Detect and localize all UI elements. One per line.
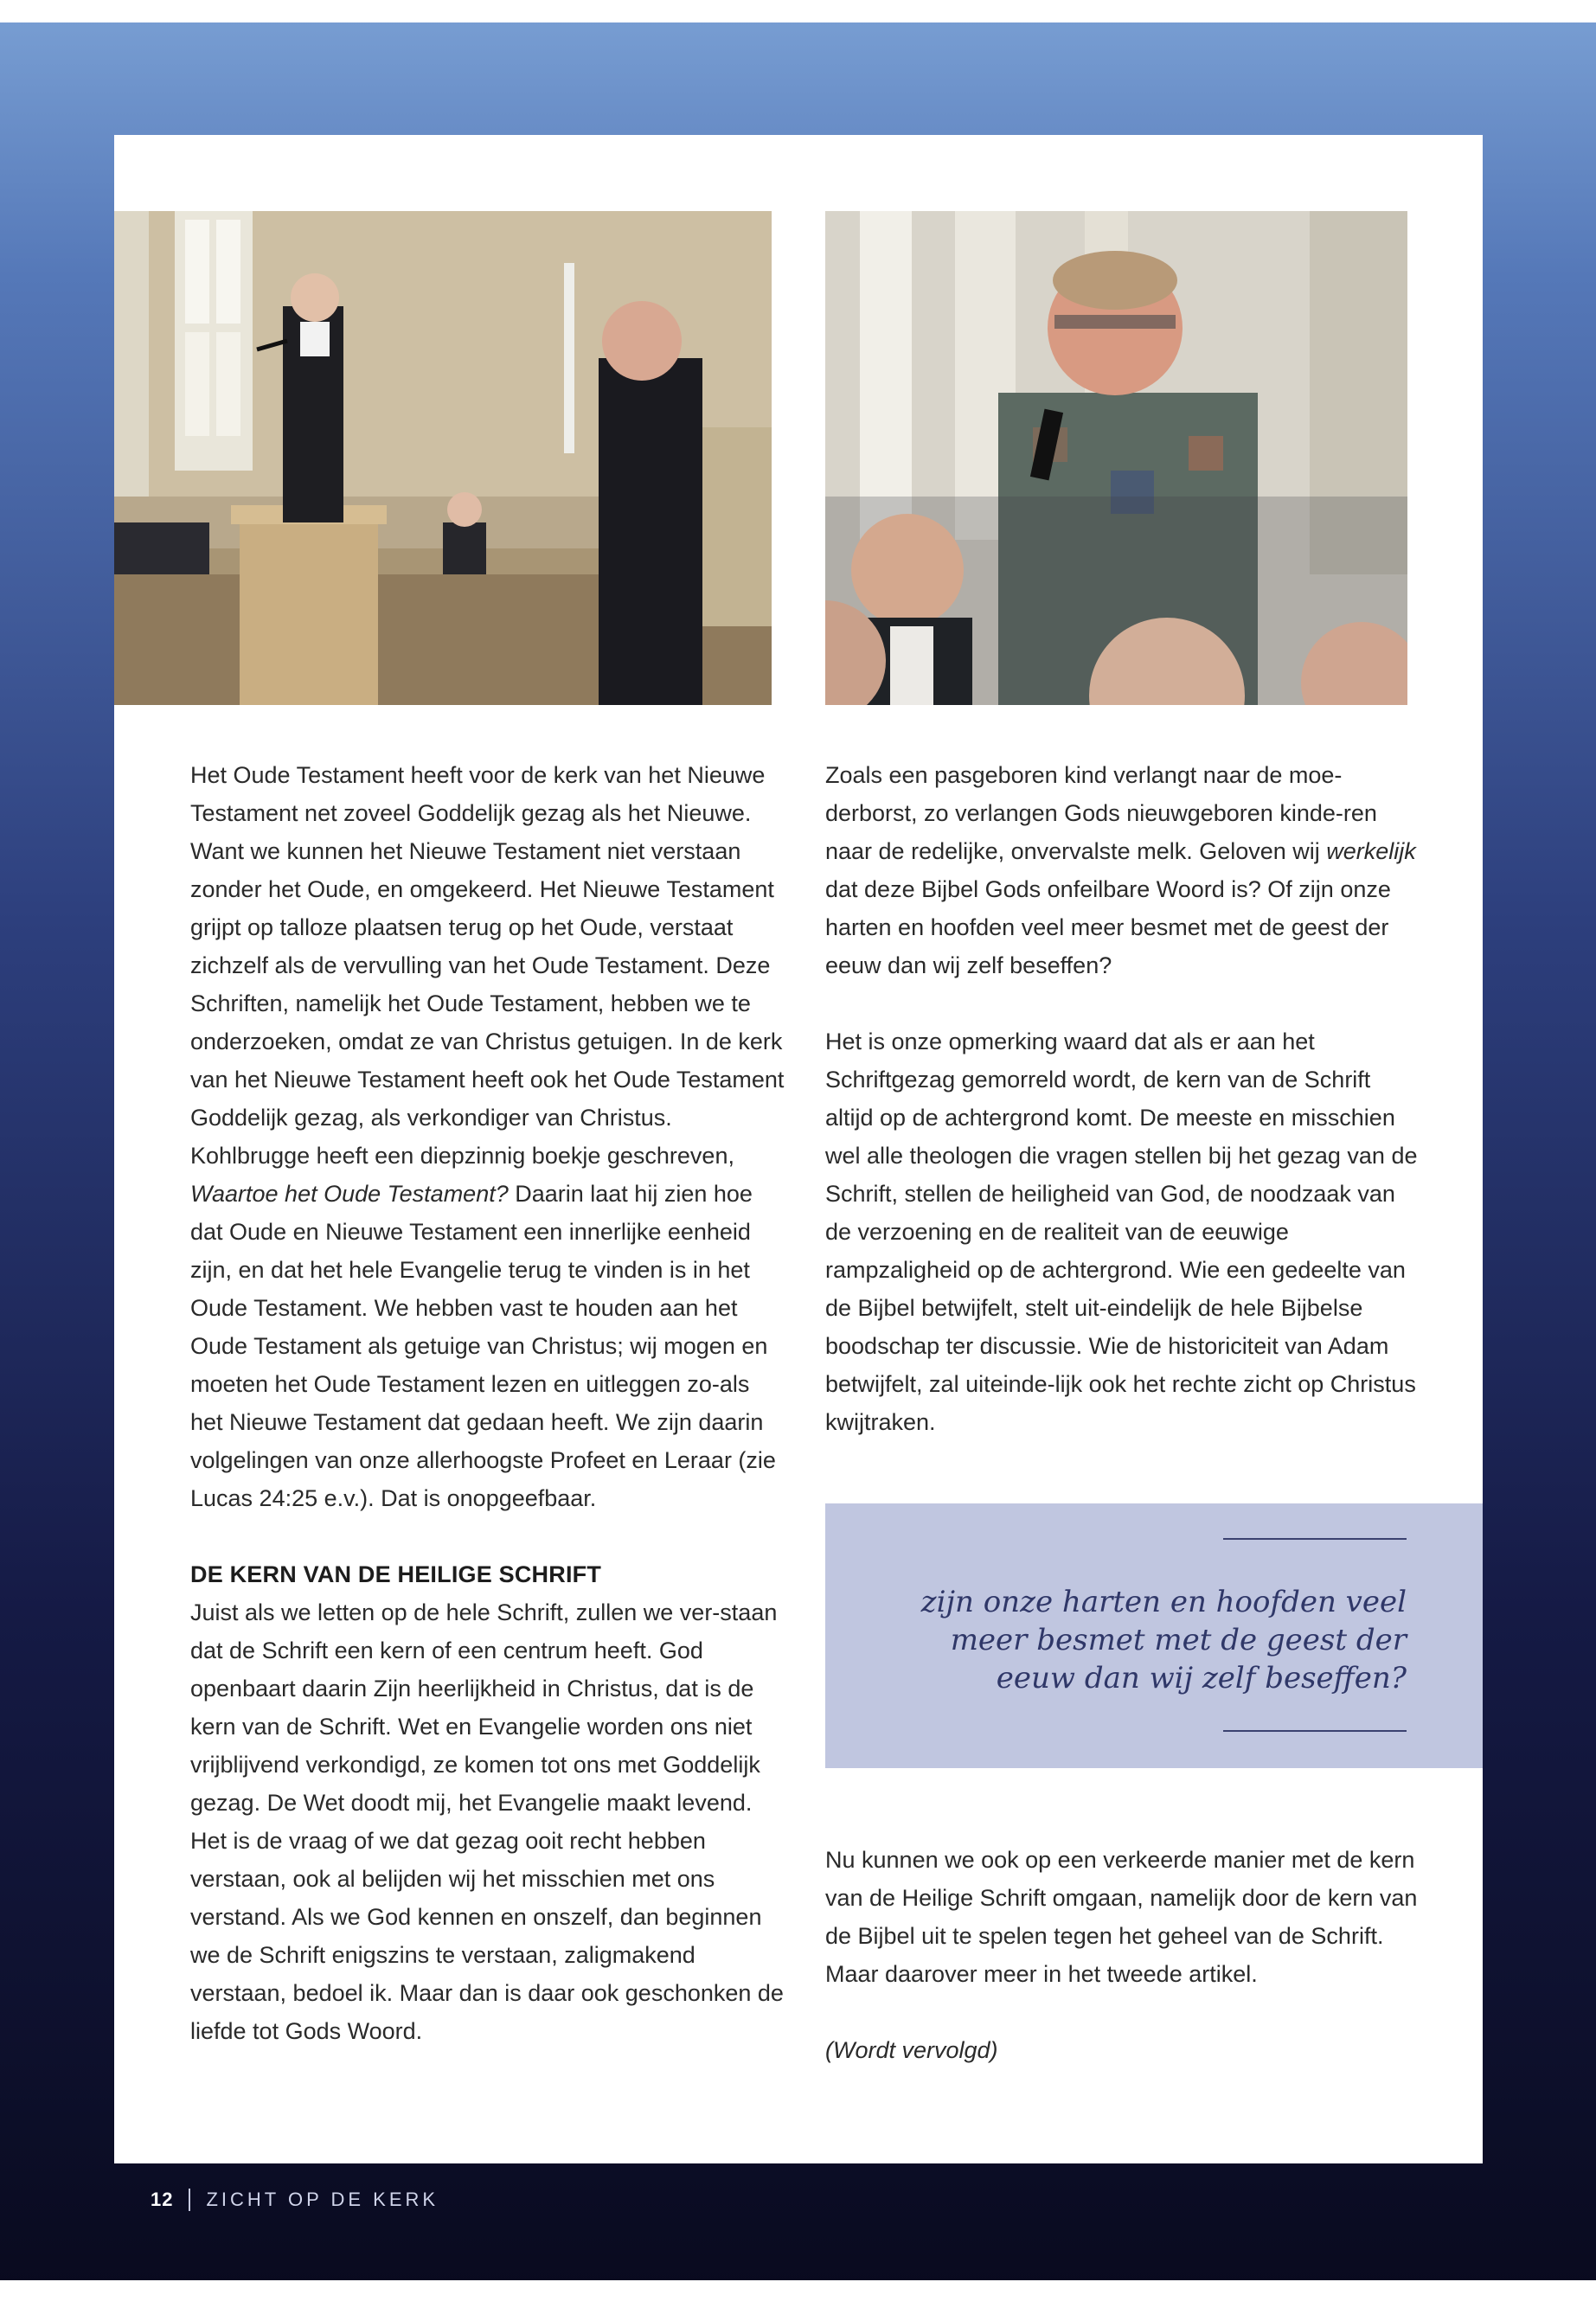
pull-quote-rule-bottom (1223, 1730, 1407, 1732)
left-text-column (190, 756, 787, 2050)
right-text-column (825, 756, 1422, 1441)
pull-quote-text: zijn onze harten en hoofden veel meer besmet met de geest der eeuw dan wij zelf beseffen? (920, 1585, 1407, 1695)
book-title: Waartoe het Oude Testament? (190, 1181, 509, 1207)
bottom-border (0, 2280, 1596, 2301)
right-paragraph-2: Het is onze opmerking waard dat als er aan het Schriftgezag gemorreld wordt, de kern van de Schrift altijd op de achtergrond komt. De meeste en misschien wel alle theologen die vragen stellen bij het gezag van de Schrift, stellen de heiligheid van God, de noodzaak van de verzoening en de realiteit van de eeuwige rampzaligheid op de achtergrond. Wie een gedeelte van de Bijbel betwijfelt, stelt uit-eindelijk de hele Bijbelse boodschap ter discussie. Wie de historiciteit van Adam betwijfelt, zal uiteinde-lijk ook het rechte zicht op Christus kwijtraken. (825, 1029, 1418, 1435)
pull-quote-box (825, 1503, 1483, 1768)
left-paragraph-2: Juist als we letten op de hele Schrift, zullen we ver-staan dat de Schrift een kern of een centrum heeft. God openbaart daarin Zijn heerlijkheid in Christus, dat is de kern van de Schrift. Wet en Evangelie worden ons niet vrijblijvend verkondigd, ze komen tot ons met Goddelijk gezag. De Wet doodt mij, het Evangelie maakt levend. Het is de vraag of we dat gezag ooit recht hebben verstaan, ook al belijden wij het misschien met ons verstand. Als we God kennen en onszelf, dan beginnen we de Schrift enigszins te verstaan, zaligmakend verstaan, bedoel ik. Maar dan is daar ook geschonken de liefde tot Gods Woord. (190, 1599, 784, 2044)
page-footer (151, 2189, 439, 2211)
magazine-name: ZICHT OP DE KERK (206, 2189, 439, 2210)
left-paragraph-1: Het Oude Testament heeft voor de kerk van het Nieuwe Testament net zoveel Goddelijk gezag als het Nieuwe. Want we kunnen het Nieuwe Testament niet verstaan zonder het Oude, en omgekeerd. Het Nieuwe Testament grijpt op talloze plaatsen terug op het Oude, verstaat zichzelf als de vervulling van het Oude Testament. Deze Schriften, namelijk het Oude Testament, hebben we te onderzoeken, omdat ze van Christus getuigen. In de kerk van het Nieuwe Testament heeft ook het Oude Testament Goddelijk gezag, als verkondiger van Christus. Kohlbrugge heeft een diepzinnig boekje geschreven, Waartoe het Oude Testament? Daarin laat hij zien hoe dat Oude en Nieuwe Testament een innerlijke eenheid zijn, en dat het hele Evangelie terug te vinden is in het Oude Testament. We hebben vast te houden aan het Oude Testament als getuige van Christus; wij mogen en moeten het Oude Testament lezen en uitleggen zo-als het Nieuwe Testament dat gedaan heeft. We zijn daarin volgelingen van onze allerhoogste Profeet en Leraar (zie Lucas 24:25 e.v.). Dat is onopgeefbaar. (190, 762, 785, 1511)
pull-quote-rule-top (1223, 1538, 1407, 1540)
top-border (0, 0, 1596, 22)
right-text-column-continued (825, 1841, 1422, 2069)
to-be-continued-note: (Wordt vervolgd) (825, 2037, 998, 2063)
page-sheet (114, 135, 1483, 2163)
photo-speakers-at-lectern (114, 211, 772, 705)
right-paragraph-1: Zoals een pasgeboren kind verlangt naar de moe-derborst, zo verlangen Gods nieuwgeboren kinde-ren naar de redelijke, onvervalste melk. Geloven wij werkelijk dat deze Bijbel Gods onfeilbare Woord is? Of zijn onze harten en hoofden veel meer besmet met de geest der eeuw dan wij zelf beseffen? (825, 762, 1416, 978)
photo-man-with-microphone (825, 211, 1407, 705)
section-heading: DE KERN VAN DE HEILIGE SCHRIFT (190, 1561, 602, 1587)
footer-divider (189, 2189, 190, 2211)
page-number: 12 (151, 2189, 174, 2210)
emphasis-word: werkelijk (1326, 838, 1416, 864)
right-paragraph-3: Nu kunnen we ook op een verkeerde manier met de kern van de Heilige Schrift omgaan, namelijk door de kern van de Bijbel uit te spelen tegen het geheel van de Schrift. Maar daarover meer in het tweede artikel. (825, 1847, 1418, 1987)
